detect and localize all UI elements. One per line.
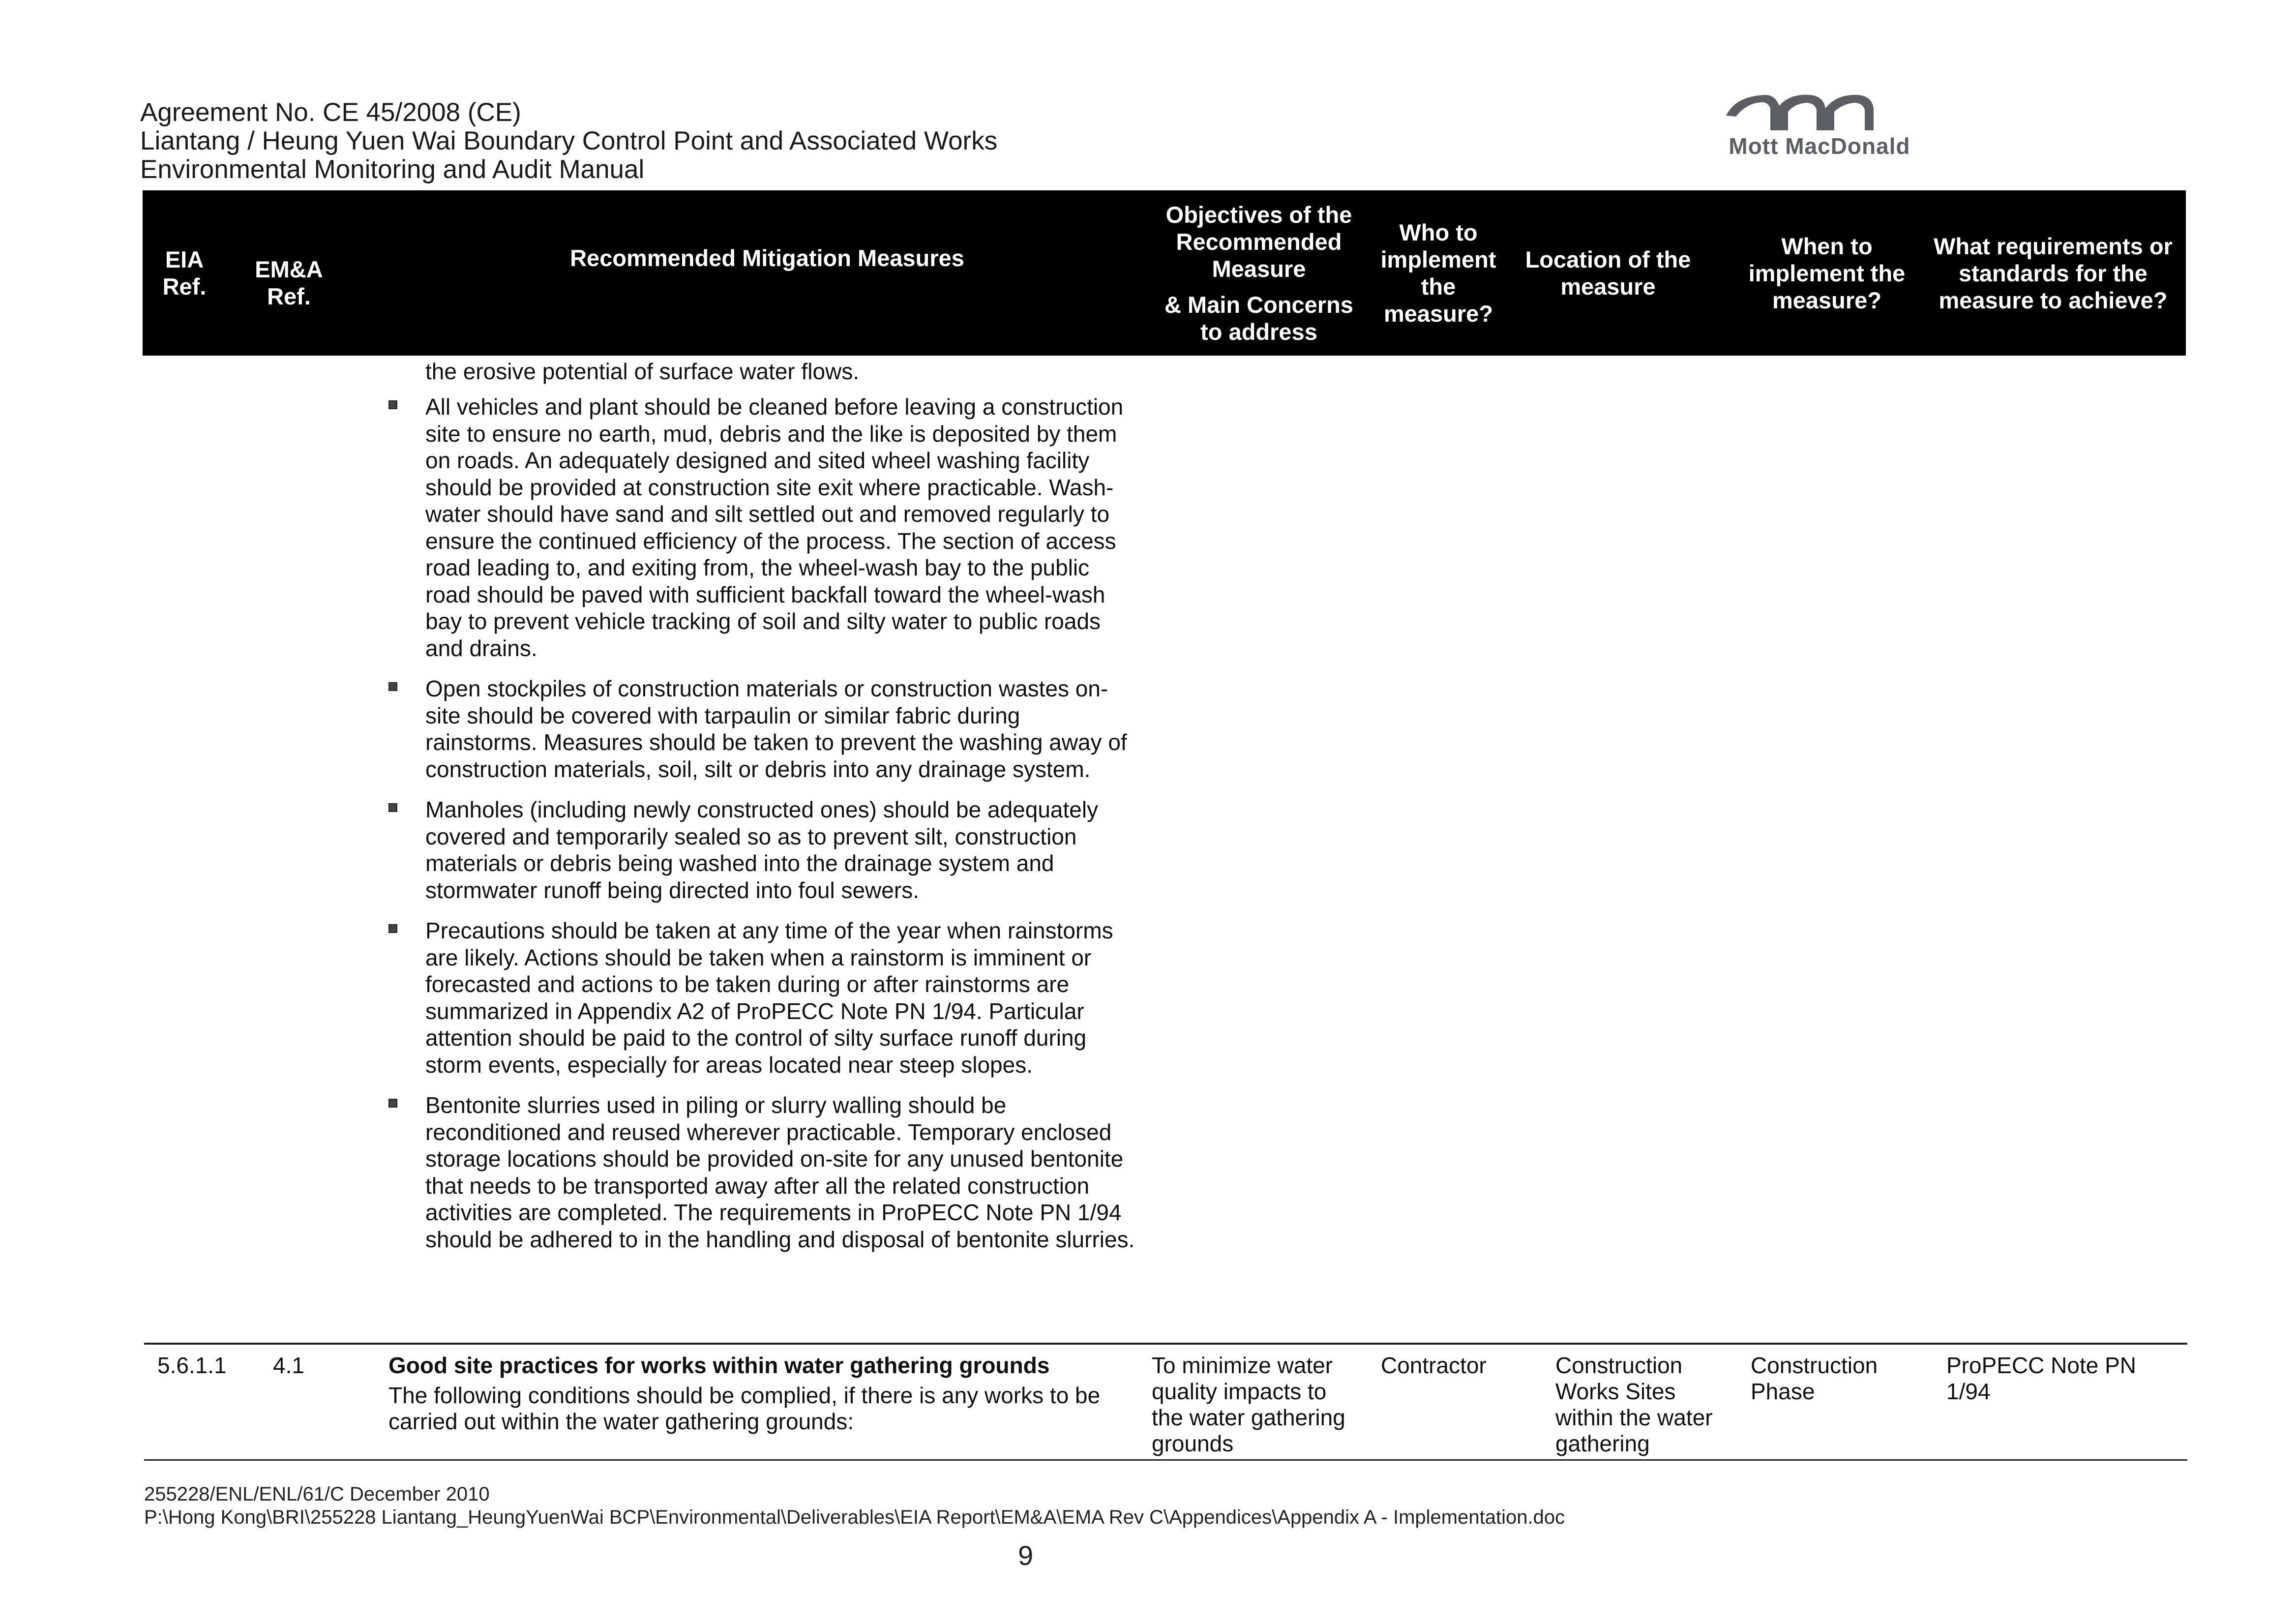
row-requirements: ProPECC Note PN 1/94 — [1946, 1353, 2137, 1404]
list-item — [379, 917, 1136, 1078]
mott-macdonald-logo — [1711, 86, 1928, 170]
row-measure-text: The following conditions should be complied, if there is any works to be carried out within the water gathering grounds: — [388, 1383, 1101, 1434]
header-requirements: What requirements or standards for the measure to achieve? — [1934, 233, 2173, 313]
manual-title: Environmental Monitoring and Audit Manual — [140, 155, 645, 184]
header-eia-ref: EIA Ref. — [162, 246, 207, 300]
row-measure — [388, 1353, 1138, 1435]
project-title: Liantang / Heung Yuen Wai Boundary Control Point and Associated Works — [140, 126, 998, 155]
header-measures: Recommended Mitigation Measures — [570, 245, 964, 271]
bullet-text: Precautions should be taken at any time of the year when rainstorms are likely. Actions should be taken when a rainstorm is imminent or forecasted and actions to be taken during or after rainstorms are summarized in Appendix A2 of ProPECC Note PN 1/94. Particular attention should be paid to the control of silty surface runoff during storm events, especially for areas located near steep slopes. — [425, 918, 1113, 1078]
table-header — [143, 190, 2186, 356]
document-footer — [144, 1483, 1565, 1529]
row-measure-title: Good site practices for works within water gathering grounds — [388, 1353, 1050, 1378]
header-objectives — [1151, 190, 1367, 356]
continuation-text: the erosive potential of surface water flows. — [425, 359, 860, 384]
row-divider — [144, 1343, 2187, 1345]
header-ema-ref: EM&A Ref. — [255, 256, 323, 309]
list-item — [379, 393, 1136, 662]
row-location: Construction Works Sites within the water gathering — [1555, 1353, 1713, 1456]
table-bottom-rule — [144, 1459, 2187, 1461]
header-objectives-concerns: & Main Concerns to address — [1164, 291, 1353, 345]
document-header — [140, 98, 997, 184]
row-ema-ref: 4.1 — [273, 1353, 304, 1378]
row-objective: To minimize water quality impacts to the water gathering grounds — [1152, 1353, 1345, 1456]
bullet-text: Bentonite slurries used in piling or slurry walling should be reconditioned and reused wherever practicable. Temporary enclosed storage locations should be provided on-site for any unused bentonite that needs to be transported away after all the related construction activities are completed. The requirements in ProPECC Note PN 1/94 should be adhered to in the handling and disposal of bentonite slurries. — [425, 1092, 1135, 1252]
footer-reference: 255228/ENL/ENL/61/C December 2010 — [144, 1483, 490, 1505]
square-bullet-icon — [388, 400, 397, 409]
header-objectives-main: Objectives of the Recommended Measure — [1165, 201, 1352, 282]
list-item — [379, 796, 1136, 903]
list-item — [379, 675, 1136, 782]
row-eia-ref: 5.6.1.1 — [157, 1353, 227, 1378]
agreement-number: Agreement No. CE 45/2008 (CE) — [140, 98, 521, 127]
square-bullet-icon — [388, 924, 397, 933]
mitigation-bullet-list — [379, 393, 1136, 1266]
logo-text: Mott MacDonald — [1729, 133, 1910, 159]
square-bullet-icon — [388, 803, 397, 812]
footer-file-path: P:\Hong Kong\BRI\255228 Liantang_HeungYuenWai BCP\Environmental\Deliverables\EIA Report\EM&A\EMA Rev C\Appendices\Appendix A - Implementation.doc — [144, 1506, 1565, 1528]
bullet-text: All vehicles and plant should be cleaned before leaving a construction site to ensure no earth, mud, debris and the like is deposited by them on roads. An adequately designed and sited wheel washing facility should be provided at construction site exit where practicable. Wash-water should have sand and silt settled out and removed regularly to ensure the continued efficiency of the process. The section of access road leading to, and exiting from, the wheel-wash bay to the public road should be paved with sufficient backfall toward the wheel-wash bay to prevent vehicle tracking of soil and silty water to public roads and drains. — [425, 394, 1124, 661]
list-item — [379, 1092, 1136, 1253]
page-number: 9 — [1018, 1540, 1034, 1571]
bullet-text: Open stockpiles of construction materials or construction wastes on-site should be covered with tarpaulin or similar fabric during rainstorms. Measures should be taken to prevent the washing away of construction materials, soil, silt or debris into any drainage system. — [425, 676, 1127, 782]
square-bullet-icon — [388, 1099, 397, 1108]
row-who: Contractor — [1381, 1353, 1487, 1378]
square-bullet-icon — [388, 682, 397, 691]
logo-mark-icon — [1721, 86, 1918, 133]
header-location: Location of the measure — [1525, 246, 1691, 300]
header-when: When to implement the measure? — [1748, 233, 1906, 313]
header-who: Who to implement the measure? — [1380, 219, 1496, 327]
row-when: Construction Phase — [1751, 1353, 1878, 1404]
bullet-text: Manholes (including newly constructed ones) should be adequately covered and temporarily sealed so as to prevent silt, construction materials or debris being washed into the drainage system and stormwater runoff being directed into foul sewers. — [425, 797, 1099, 903]
